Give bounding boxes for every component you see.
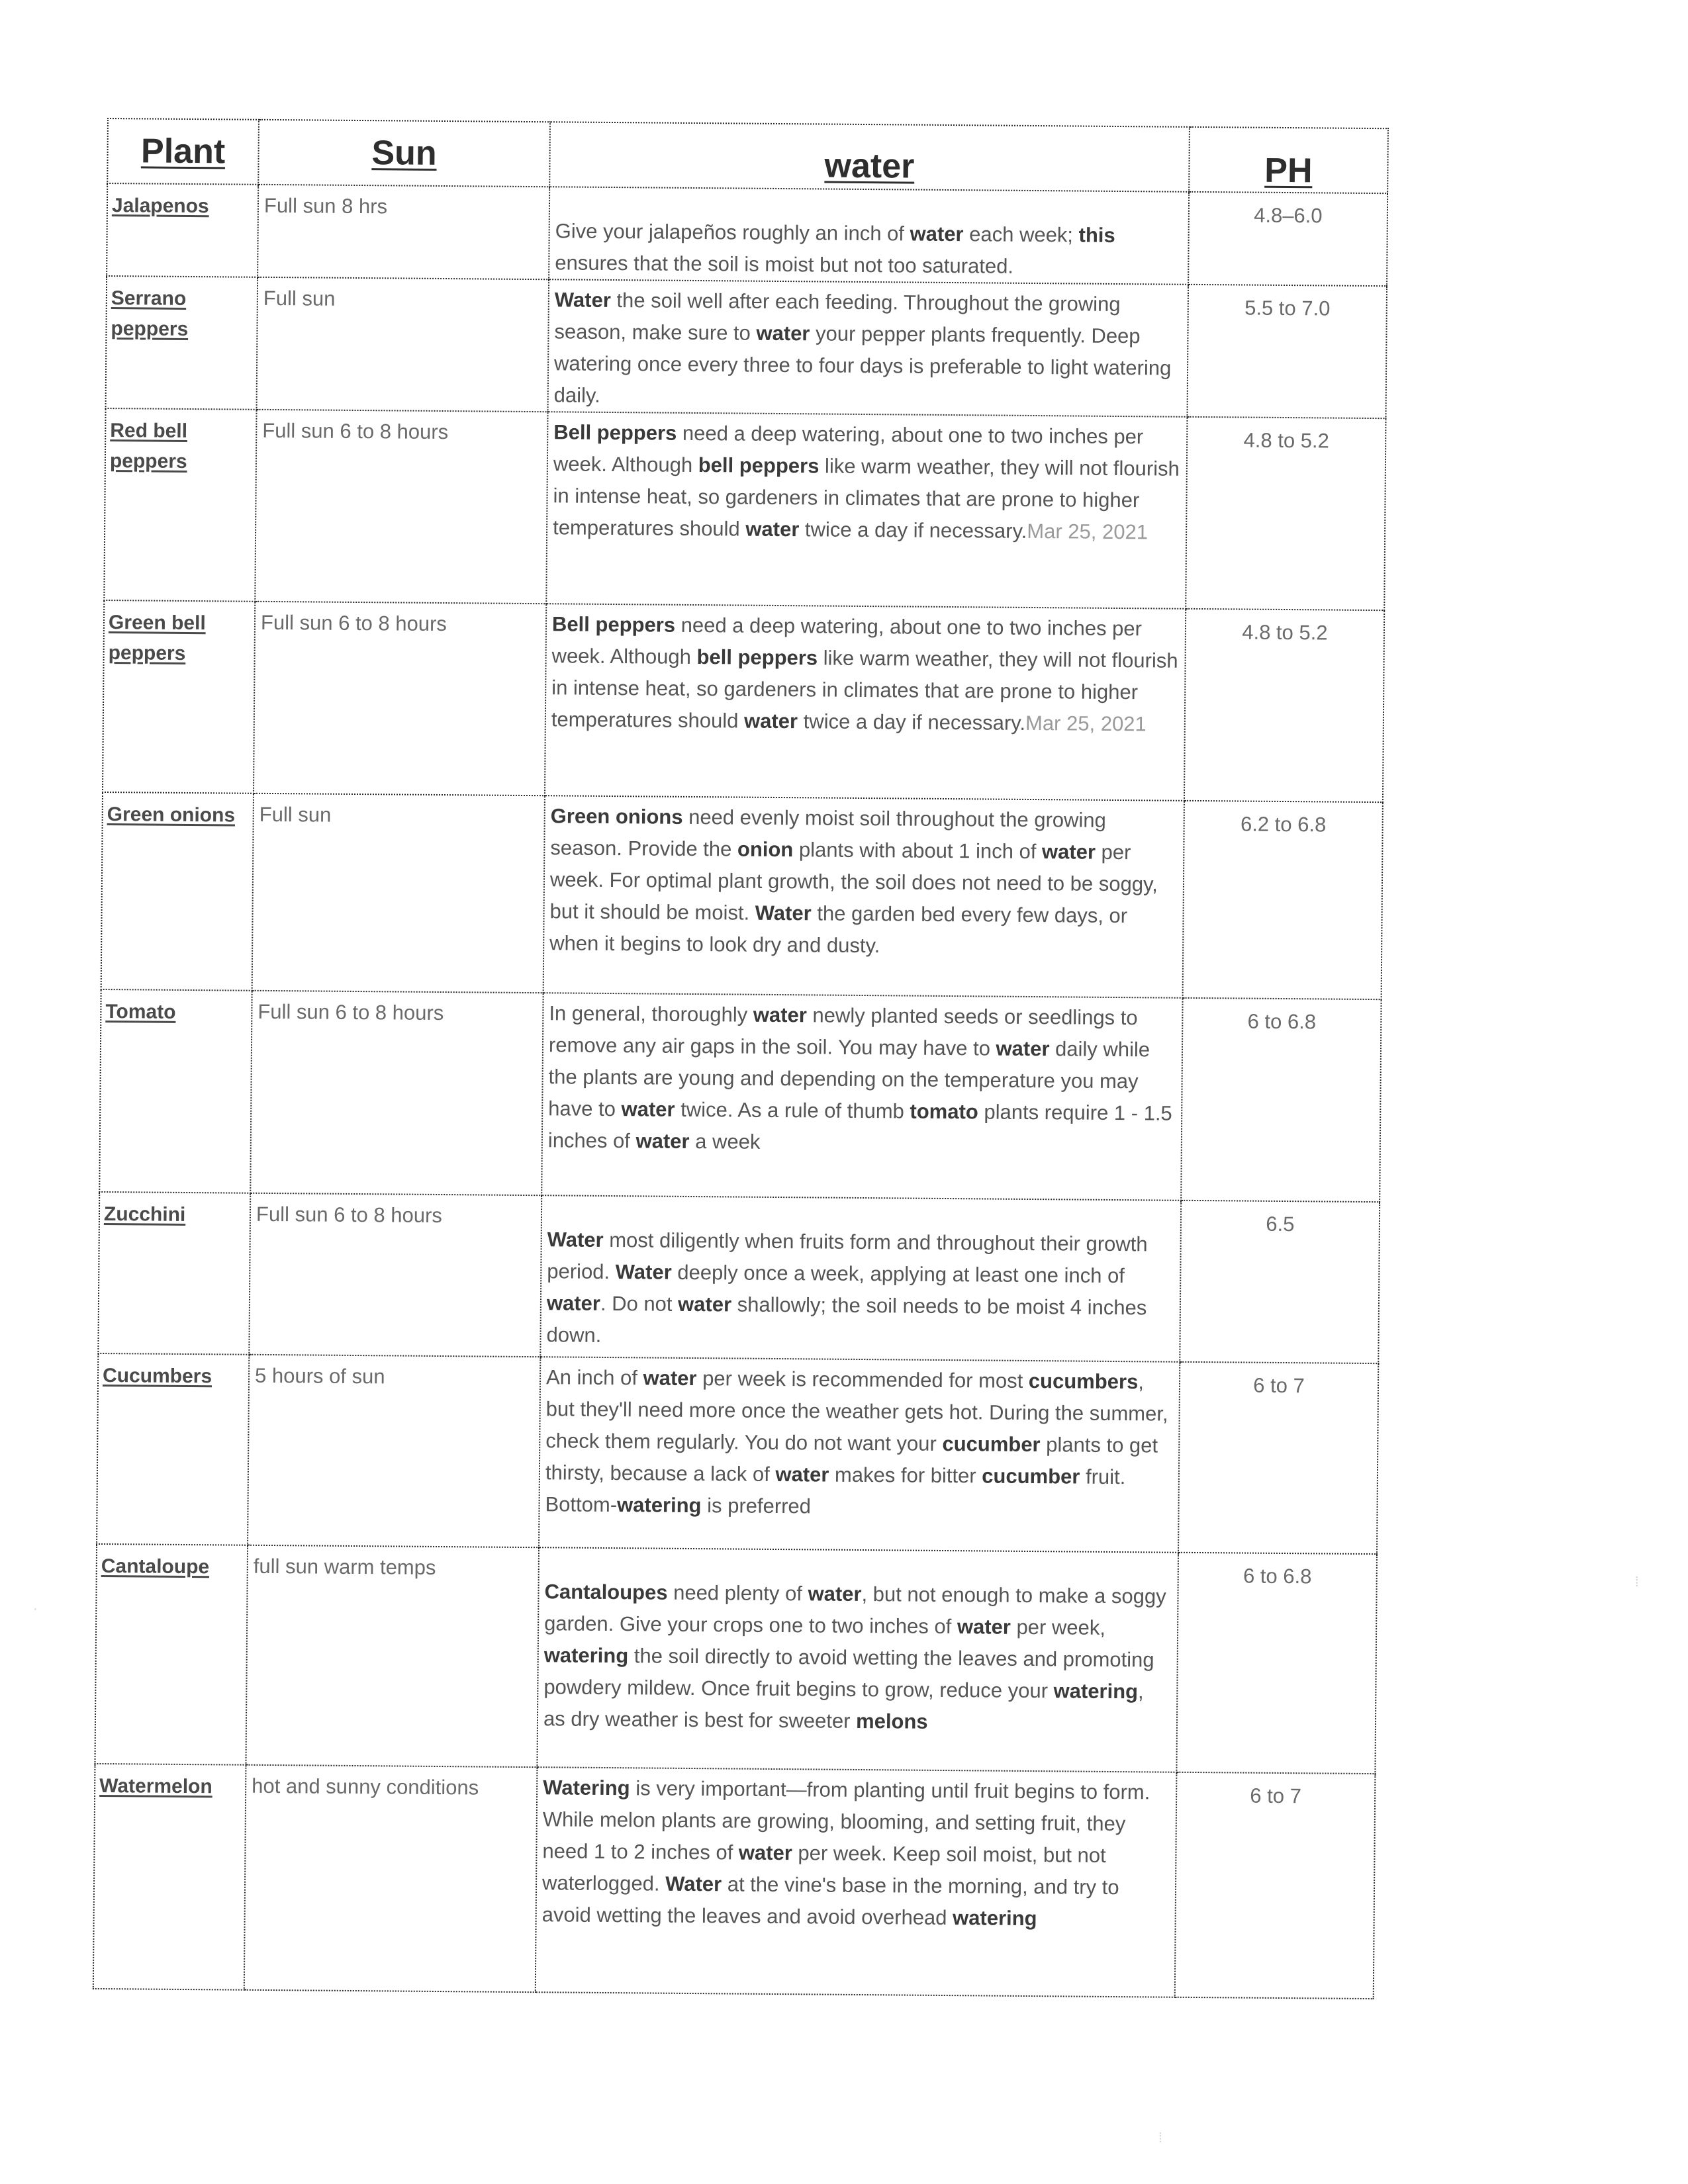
table-row <box>107 183 1387 286</box>
water-text: makes for bitter <box>829 1463 982 1488</box>
water-keyword: water <box>745 517 800 541</box>
water-keyword: tomato <box>910 1099 978 1124</box>
water-text: the garden bed every few days, or when it begins to look dry and dusty. <box>549 901 1128 958</box>
water-keyword: cucumbers <box>1028 1369 1139 1394</box>
plant-name: Tomato <box>99 989 252 1193</box>
water-text: per week is recommended for most <box>696 1367 1029 1392</box>
ph-range: 6 to 7 <box>1175 1772 1376 1999</box>
water-text: ensures that the soil is moist but not too saturated. <box>555 251 1014 278</box>
water-text: like warm weather, they will not flourish in intense heat, so gardeners in climates that are prone to higher temperatures should <box>553 454 1180 541</box>
water-text: In general, thoroughly <box>549 1001 754 1026</box>
sun-requirement: Full sun 6 to 8 hours <box>254 602 546 796</box>
table-row <box>97 1353 1378 1554</box>
water-text: twice. As a rule of thumb <box>675 1097 910 1123</box>
water-text: the soil well after each feeding. Throughout the growing season, make sure to <box>554 288 1121 345</box>
water-text: , as dry weather is best for sweeter <box>543 1680 1144 1733</box>
plant-name: Jalapenos <box>107 183 258 277</box>
water-text: is preferred <box>701 1494 812 1518</box>
water-text: Give your jalapeños roughly an inch of <box>555 219 910 246</box>
sun-requirement: Full sun 6 to 8 hours <box>250 991 543 1195</box>
water-text: plants with about 1 inch of <box>793 838 1043 864</box>
water-keyword: cucumber <box>942 1432 1041 1457</box>
water-text: fruit. Bottom- <box>545 1465 1126 1517</box>
water-keyword: Water <box>665 1872 722 1896</box>
table-row <box>101 792 1383 999</box>
water-keyword: Water <box>755 901 812 925</box>
water-text: need a deep watering, about one to two inches per week. Although <box>553 421 1144 477</box>
water-keyword: this <box>1078 223 1115 247</box>
water-keyword: Water <box>547 1228 604 1251</box>
water-keyword: Bell peppers <box>553 420 677 445</box>
water-text: plants require 1 - 1.5 inches of <box>547 1100 1172 1153</box>
sun-requirement: Full sun 6 to 8 hours <box>255 410 547 604</box>
water-text: need evenly moist soil throughout the growing season. Provide the <box>550 805 1107 861</box>
water-text: , but they'll need more once the weather gets hot. During the summer, check them regularly. You do not want your <box>545 1370 1168 1455</box>
table-row <box>95 1544 1377 1774</box>
ph-range: 6.2 to 6.8 <box>1183 801 1383 999</box>
plant-name: Red bell peppers <box>104 408 256 602</box>
water-keyword: water <box>677 1292 732 1316</box>
ph-range: 5.5 to 7.0 <box>1188 285 1387 418</box>
water-keyword: water <box>1041 840 1096 864</box>
plant-name: Serrano peppers <box>106 276 258 410</box>
water-text: is very important—from planting until fruit begins to form. While melon plants are growing, blooming, and setting fruit, they need 1 to 2 inches of <box>542 1776 1150 1864</box>
water-keyword: water <box>743 709 798 733</box>
water-text: Mar 25, 2021 <box>1027 519 1149 544</box>
water-text: need plenty of <box>667 1580 808 1606</box>
water-keyword: water <box>957 1615 1011 1639</box>
water-keyword: water <box>775 1462 829 1486</box>
ph-range: 4.8 to 5.2 <box>1184 609 1384 802</box>
water-keyword: water <box>738 1841 793 1865</box>
water-text: twice a day if necessary. <box>797 709 1026 735</box>
water-text: need a deep watering, about one to two inches per week. Although <box>551 613 1143 669</box>
sun-requirement: Full sun <box>252 794 545 993</box>
water-keyword: water <box>635 1129 690 1153</box>
header-plant: Plant <box>107 118 259 185</box>
table-row <box>98 1192 1380 1363</box>
water-keyword: watering <box>1053 1679 1139 1704</box>
water-text: a week <box>689 1129 761 1154</box>
water-text: like warm weather, they will not flourish in intense heat, so gardeners in climates that are prone to higher temperatures should <box>551 646 1178 733</box>
water-keyword: onion <box>737 837 794 862</box>
table-row <box>104 408 1385 610</box>
water-guidance <box>548 279 1189 417</box>
scan-speck: ⁞ <box>1158 2131 1162 2146</box>
water-keyword: water <box>756 321 810 345</box>
water-text: An inch of <box>545 1365 643 1390</box>
water-guidance <box>546 412 1187 609</box>
sun-requirement: 5 hours of sun <box>248 1355 540 1547</box>
plant-care-table <box>93 118 1389 1999</box>
plant-name: Watermelon <box>93 1764 246 1990</box>
water-text: deeply once a week, applying at least one inch of <box>671 1260 1125 1288</box>
water-text: at the vine's base in the morning, and try to avoid wetting the leaves and avoid overhead <box>541 1872 1119 1930</box>
water-text: . Do not <box>600 1291 679 1316</box>
ph-range: 6 to 6.8 <box>1181 998 1381 1202</box>
water-keyword: watering <box>616 1493 702 1518</box>
header-row <box>107 118 1388 193</box>
water-text: shallowly; the soil needs to be moist 4 inches down. <box>546 1293 1147 1347</box>
table-row <box>93 1764 1376 1999</box>
water-text: twice a day if necessary. <box>799 518 1027 543</box>
plant-name: Zucchini <box>98 1192 250 1355</box>
water-text: daily while the plants are young and depending on the temperature you may have to <box>548 1037 1150 1121</box>
water-keyword: cucumber <box>982 1464 1080 1488</box>
water-text: per week, <box>1010 1615 1106 1639</box>
water-keyword: watering <box>952 1906 1037 1931</box>
water-keyword: Water <box>615 1260 672 1284</box>
water-guidance <box>543 796 1184 998</box>
water-keyword: watering <box>543 1643 629 1668</box>
water-keyword: bell peppers <box>698 453 820 478</box>
scan-speck: ⁞ <box>1635 1575 1639 1590</box>
water-keyword: water <box>996 1036 1050 1061</box>
ph-range: 6 to 7 <box>1178 1362 1378 1554</box>
water-text: each week; <box>963 222 1079 247</box>
water-keyword: water <box>808 1582 862 1606</box>
plant-name: Cantaloupe <box>95 1544 248 1765</box>
water-keyword: water <box>753 1003 808 1027</box>
header-ph: PH <box>1189 127 1388 193</box>
scan-speck: · <box>33 1602 38 1616</box>
water-keyword: water <box>621 1097 675 1121</box>
water-keyword: Green onions <box>550 804 683 829</box>
water-keyword: water <box>910 222 964 246</box>
water-guidance <box>540 1195 1181 1362</box>
ph-range: 6 to 6.8 <box>1176 1553 1377 1774</box>
water-text: plants to get thirsty, because a lack of <box>545 1433 1158 1486</box>
water-keyword: Bell peppers <box>551 612 676 637</box>
table-row <box>106 276 1387 418</box>
sun-requirement: Full sun <box>257 277 549 412</box>
water-guidance <box>545 604 1186 801</box>
water-guidance <box>537 1547 1178 1772</box>
water-text: your pepper plants frequently. Deep watering once every three to four days is preferable to light watering daily. <box>553 322 1172 407</box>
water-text: newly planted seeds or seedlings to remove any air gaps in the soil. You may have to <box>548 1003 1138 1060</box>
header-sun: Sun <box>258 120 550 187</box>
water-guidance <box>549 187 1189 285</box>
sun-requirement: full sun warm temps <box>246 1545 539 1767</box>
water-keyword: Watering <box>543 1776 630 1800</box>
water-keyword: water <box>643 1366 697 1390</box>
table-row <box>103 600 1384 802</box>
water-keyword: melons <box>855 1709 928 1733</box>
water-keyword: water <box>546 1291 601 1315</box>
water-guidance <box>541 993 1182 1201</box>
water-guidance <box>536 1767 1177 1997</box>
plant-name: Green onions <box>101 792 254 991</box>
ph-range: 6.5 <box>1180 1201 1380 1363</box>
table-row <box>99 989 1381 1202</box>
water-text: Mar 25, 2021 <box>1025 711 1147 736</box>
water-keyword: Cantaloupes <box>544 1580 668 1604</box>
header-water: water <box>549 122 1190 192</box>
water-keyword: Water <box>554 288 611 312</box>
ph-range: 4.8–6.0 <box>1188 192 1387 286</box>
sun-requirement: hot and sunny conditions <box>244 1765 538 1992</box>
water-text: the soil directly to avoid wetting the leaves and promoting powdery mildew. Once fruit begins to grow, reduce your <box>543 1644 1154 1703</box>
sun-requirement: Full sun 8 hrs <box>258 185 549 279</box>
sun-requirement: Full sun 6 to 8 hours <box>249 1193 541 1357</box>
water-text: most diligently when fruits form and throughout their growth period. <box>547 1228 1148 1284</box>
ph-range: 4.8 to 5.2 <box>1186 417 1385 610</box>
plant-name: Green bell peppers <box>103 600 255 794</box>
water-guidance <box>539 1357 1180 1553</box>
water-text: , but not enough to make a soggy garden. Give your crops one to two inches of <box>544 1582 1166 1639</box>
plant-name: Cucumbers <box>97 1353 249 1545</box>
water-text: per week. Keep soil moist, but not waterlogged. <box>541 1841 1106 1895</box>
water-text: per week. For optimal plant growth, the soil does not need to be soggy, but it should be moist. <box>549 840 1158 925</box>
water-keyword: bell peppers <box>696 645 818 670</box>
